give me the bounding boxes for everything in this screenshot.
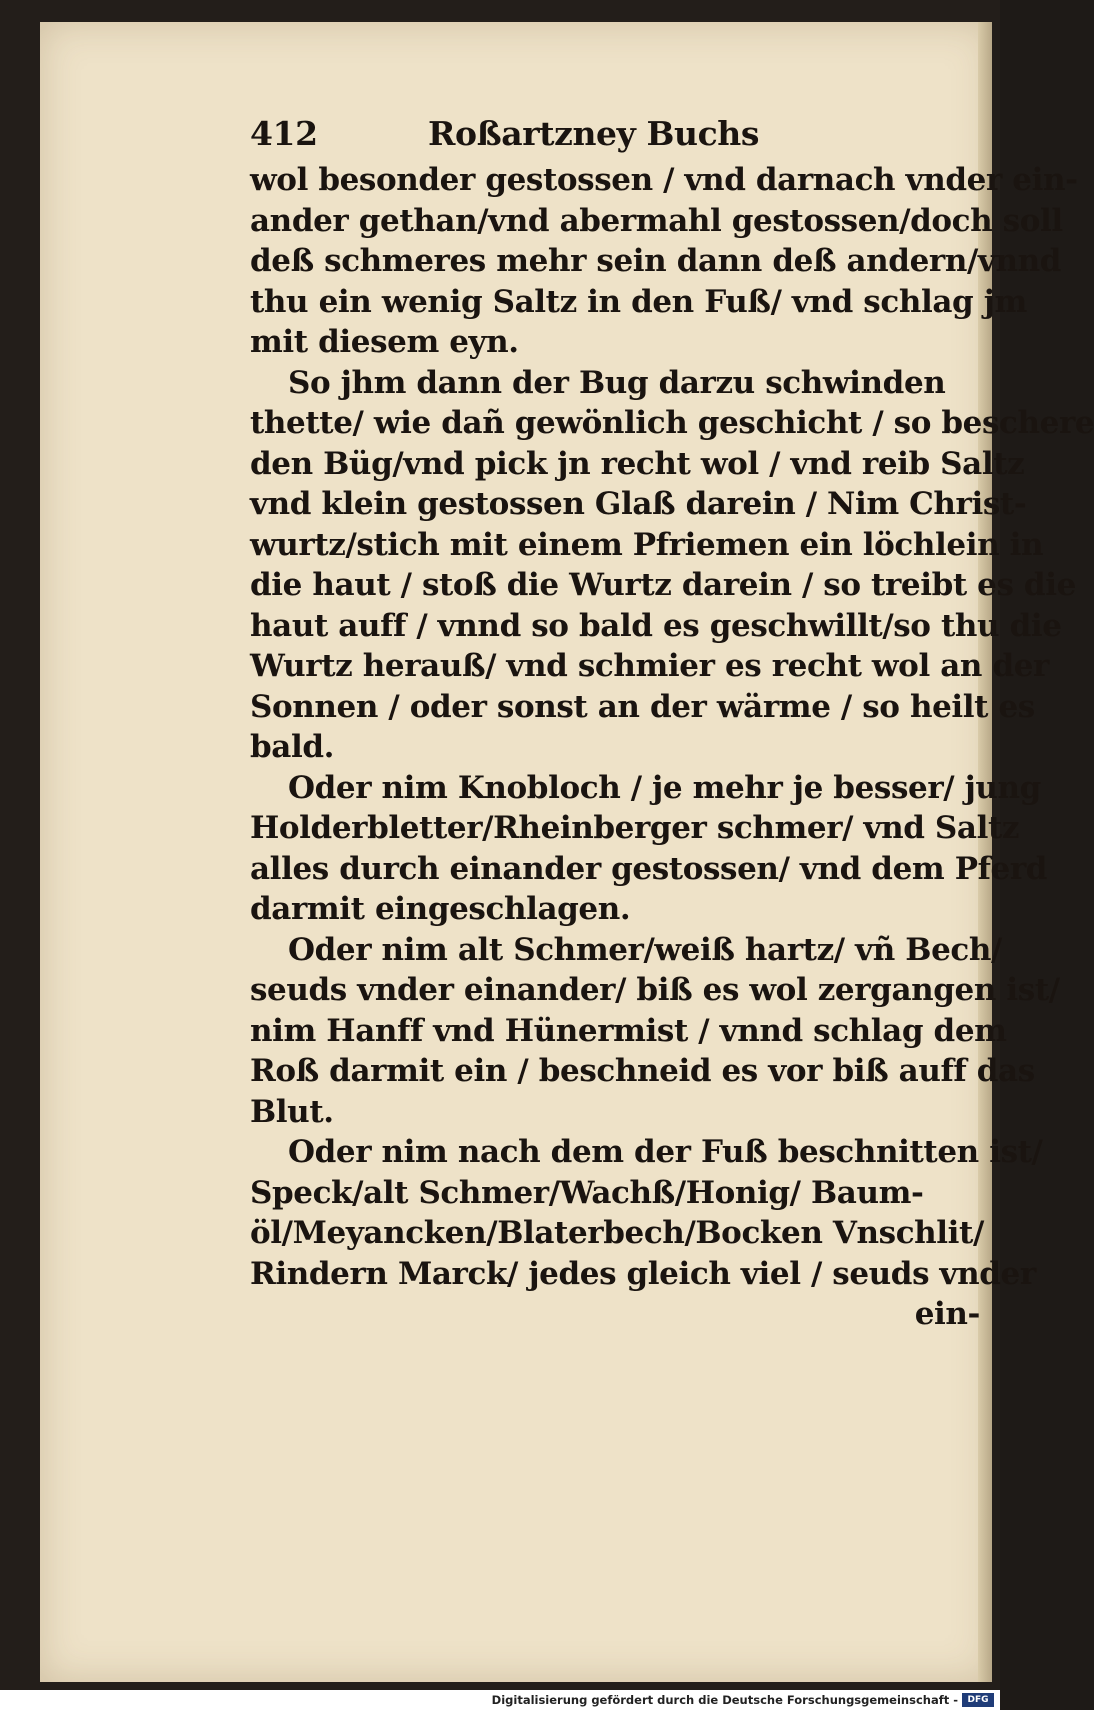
catchword: ein- bbox=[914, 1296, 980, 1332]
running-title: Roßartzney Buchs bbox=[428, 114, 760, 153]
text-line: nim Hanff vnd Hünermist / vnnd schlag dem bbox=[250, 1012, 1007, 1049]
text-line: Rindern Marck/ jedes gleich viel / seuds vnder bbox=[250, 1255, 1036, 1292]
text-line: seuds vnder einander/ biß es wol zergangen ist/ bbox=[250, 972, 1060, 1008]
text-line: bald. bbox=[250, 729, 335, 765]
text-line: Wurtz herauß/ vnd schmier es recht wol an der bbox=[250, 648, 1049, 684]
text-block bbox=[250, 114, 1094, 1335]
text-line: wurtz/stich mit einem Pfriemen ein löchlein in bbox=[250, 526, 1044, 563]
text-line: So jhm dann der Bug darzu schwinden bbox=[288, 364, 946, 401]
text-line: öl/Meyancken/Blaterbech/Bocken Vnschlit/ bbox=[250, 1215, 984, 1251]
text-line: thu ein wenig Saltz in den Fuß/ vnd schlag jm bbox=[250, 283, 1027, 320]
text-line: Speck/alt Schmer/Wachß/Honig/ Baum- bbox=[250, 1174, 924, 1211]
text-line: alles durch einander gestossen/ vnd dem Pferd bbox=[250, 850, 1048, 887]
digitization-credit: Digitalisierung gefördert durch die Deutsche Forschungsgemeinschaft - bbox=[491, 1693, 958, 1707]
text-line: Sonnen / oder sonst an der wärme / so heilt es bbox=[250, 688, 1035, 725]
footer-bar bbox=[0, 1690, 1000, 1710]
text-line: vnd klein gestossen Glaß darein / Nim Christ- bbox=[250, 486, 1027, 522]
page-header bbox=[250, 114, 990, 158]
book-page bbox=[40, 22, 1094, 1682]
text-line: Blut. bbox=[250, 1093, 334, 1130]
text-line: mit diesem eyn. bbox=[250, 324, 519, 360]
text-line: Oder nim Knobloch / je mehr je besser/ jung bbox=[288, 769, 1041, 806]
text-line: Oder nim alt Schmer/weiß hartz/ vñ Bech/ bbox=[288, 931, 1002, 968]
text-line: den Büg/vnd pick jn recht wol / vnd reib Saltz bbox=[250, 445, 1025, 482]
text-line: Holderbletter/Rheinberger schmer/ vnd Saltz bbox=[250, 810, 1020, 846]
text-line: ander gethan/vnd abermahl gestossen/doch soll bbox=[250, 202, 1063, 239]
text-line: darmit eingeschlagen. bbox=[250, 891, 631, 927]
text-line: wol besonder gestossen / vnd darnach vnder ein- bbox=[250, 162, 1078, 198]
dfg-logo-icon: DFG bbox=[962, 1693, 994, 1707]
text-line: die haut / stoß die Wurtz darein / so treibt es die bbox=[250, 567, 1076, 603]
text-line: Roß darmit ein / beschneid es vor biß auff das bbox=[250, 1053, 1035, 1089]
page-number: 412 bbox=[250, 114, 318, 153]
text-line: deß schmeres mehr sein dann deß andern/vnnd bbox=[250, 243, 1062, 279]
text-line: haut auff / vnnd so bald es geschwillt/so thu die bbox=[250, 607, 1062, 644]
text-line: Oder nim nach dem der Fuß beschnitten ist/ bbox=[288, 1134, 1043, 1170]
text-line: thette/ wie dañ gewönlich geschicht / so beschere bbox=[250, 405, 1094, 441]
